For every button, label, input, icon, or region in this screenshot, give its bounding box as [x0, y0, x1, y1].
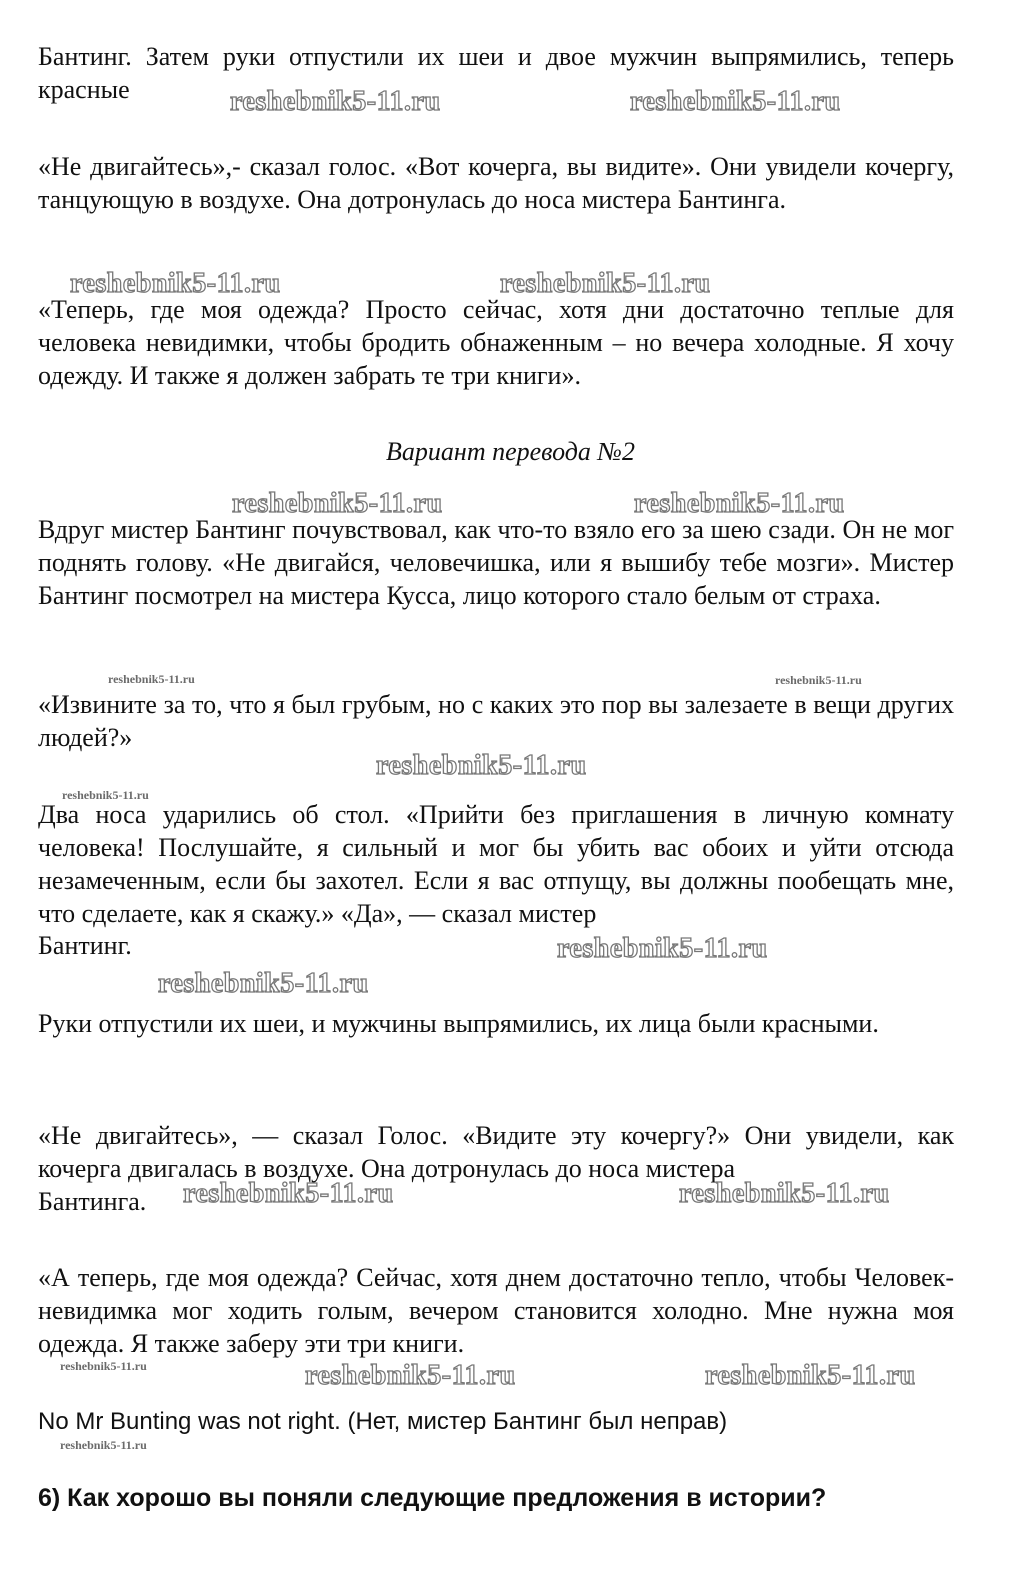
- watermark: reshebnik5-11.ru: [230, 86, 441, 117]
- watermark: reshebnik5-11.ru: [60, 1438, 147, 1452]
- answer-line: No Mr Bunting was not right. (Нет, мистер Бантинг был неправ): [38, 1408, 728, 1435]
- section-heading: Вариант перевода №2: [386, 437, 635, 466]
- watermark: reshebnik5-11.ru: [183, 1178, 394, 1209]
- watermark: reshebnik5-11.ru: [376, 750, 587, 781]
- paragraph-4: Вдруг мистер Бантинг почувствовал, как что-то взяло его за шею сзади. Он не мог поднять голову. «Не двигайся, человечишка, или я вышибу тебе мозги». Мистер Бантинг посмотрел на мистера Кусса, лицо которого стало белым от страха.: [38, 515, 954, 610]
- paragraph-6: Два носа ударились об стол. «Прийти без приглашения в личную комнату человека! Послушайте, я сильный и мог бы убить вас обоих и уйти отсюда незамеченным, если бы захотел. Если я вас отпущу, вы должны пообещать мне, что сделаете, как я скажу.» «Да», — сказал мистер: [38, 800, 954, 928]
- watermark: reshebnik5-11.ru: [158, 968, 369, 999]
- question-heading: 6) Как хорошо вы поняли следующие предложения в истории?: [38, 1484, 827, 1512]
- watermark: reshebnik5-11.ru: [679, 1178, 890, 1209]
- watermark: reshebnik5-11.ru: [62, 788, 149, 802]
- paragraph-8: «Не двигайтесь», — сказал Голос. «Видите эту кочергу?» Они увидели, как кочерга двигалась в воздухе. Она дотронулась до носа мистера: [38, 1121, 954, 1183]
- watermark: reshebnik5-11.ru: [500, 268, 711, 299]
- watermark: reshebnik5-11.ru: [630, 86, 841, 117]
- watermark: reshebnik5-11.ru: [232, 488, 443, 519]
- paragraph-1: Бантинг. Затем руки отпустили их шеи и двое мужчин выпрямились, теперь красные: [38, 42, 954, 104]
- paragraph-3: «Теперь, где моя одежда? Просто сейчас, хотя дни достаточно теплые для человека невидимки, чтобы бродить обнаженным – но вечера холодные. Я хочу одежду. И также я должен забрать те три книги».: [38, 295, 954, 390]
- paragraph-9: «А теперь, где моя одежда? Сейчас, хотя днем достаточно тепло, чтобы Человек-невидимка мог ходить голым, вечером становится холодно. Мне нужна моя одежда. Я также заберу эти три книги.: [38, 1263, 954, 1358]
- watermark: reshebnik5-11.ru: [557, 933, 768, 964]
- watermark: reshebnik5-11.ru: [70, 268, 281, 299]
- watermark: reshebnik5-11.ru: [305, 1360, 516, 1391]
- watermark: reshebnik5-11.ru: [705, 1360, 916, 1391]
- watermark: reshebnik5-11.ru: [108, 672, 195, 686]
- paragraph-5: «Извините за то, что я был грубым, но с каких это пор вы залезаете в вещи других людей?»: [38, 690, 954, 752]
- paragraph-8-tail: Бантинга.: [38, 1187, 147, 1216]
- paragraph-7: Руки отпустили их шеи, и мужчины выпрямились, их лица были красными.: [38, 1009, 879, 1038]
- watermark: reshebnik5-11.ru: [634, 488, 845, 519]
- watermark: reshebnik5-11.ru: [60, 1359, 147, 1373]
- paragraph-2: «Не двигайтесь»,- сказал голос. «Вот кочерга, вы видите». Они увидели кочергу, танцующую в воздухе. Она дотронулась до носа мистера Бантинга.: [38, 152, 954, 214]
- watermark: reshebnik5-11.ru: [775, 673, 862, 687]
- paragraph-6-tail: Бантинг.: [38, 931, 132, 960]
